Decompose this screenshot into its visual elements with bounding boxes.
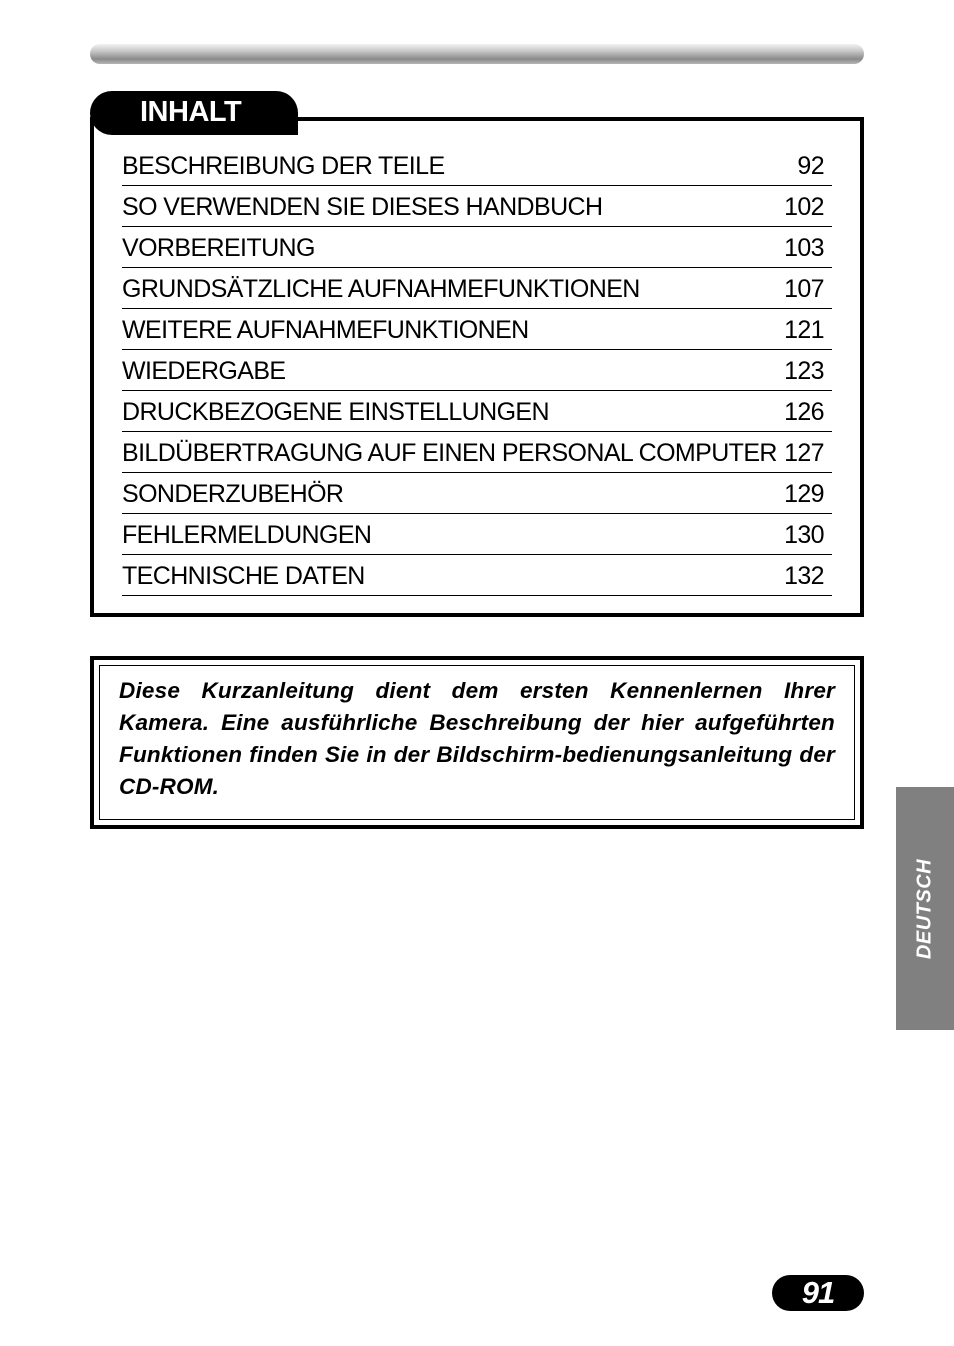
note-text: Diese Kurzanleitung dient dem ersten Kennenlernen Ihrer Kamera. Eine ausführliche Beschreibung der hier aufgeführten Funktionen finden Sie in der Bildschirm-bedienungsanleitung der CD-ROM. xyxy=(119,678,835,799)
toc-entry-page: 132 xyxy=(784,562,824,590)
toc-entry[interactable] xyxy=(122,391,832,432)
toc-entry[interactable] xyxy=(122,186,832,227)
toc-entry[interactable] xyxy=(122,473,832,514)
language-tab xyxy=(896,787,954,1030)
toc-entry-page: 130 xyxy=(784,521,824,549)
toc-entry[interactable] xyxy=(122,514,832,555)
toc-entry-label: SO VERWENDEN SIE DIESES HANDBUCH xyxy=(122,193,603,221)
toc-entry-page: 102 xyxy=(784,193,824,221)
toc-entry-label: SONDERZUBEHÖR xyxy=(122,480,344,508)
toc-entry-label: VORBEREITUNG xyxy=(122,234,315,262)
toc-entry-label: TECHNISCHE DATEN xyxy=(122,562,365,590)
toc-entry-page: 123 xyxy=(784,357,824,385)
toc-entry[interactable] xyxy=(122,350,832,391)
language-label: DEUTSCH xyxy=(913,858,936,959)
toc-entry-page: 126 xyxy=(784,398,824,426)
toc-list xyxy=(122,145,832,596)
toc-entry-label: BESCHREIBUNG DER TEILE xyxy=(122,152,445,180)
toc-title: INHALT xyxy=(140,96,242,128)
toc-entry-page: 107 xyxy=(784,275,824,303)
page-number: 91 xyxy=(801,1275,835,1310)
toc-entry-label: DRUCKBEZOGENE EINSTELLUNGEN xyxy=(122,398,549,426)
toc-entry-page: 121 xyxy=(784,316,824,344)
toc-entry-label: BILDÜBERTRAGUNG AUF EINEN PERSONAL COMPUTER xyxy=(122,439,777,467)
toc-entry-page: 129 xyxy=(784,480,824,508)
toc-heading-tab xyxy=(90,91,298,135)
toc-entry-label: WIEDERGABE xyxy=(122,357,286,385)
header-bar xyxy=(90,44,864,64)
toc-entry[interactable] xyxy=(122,145,832,186)
toc-entry-label: WEITERE AUFNAHMEFUNKTIONEN xyxy=(122,316,529,344)
toc-entry[interactable] xyxy=(122,268,832,309)
toc-entry-page: 92 xyxy=(797,152,824,180)
toc-entry[interactable] xyxy=(122,555,832,596)
toc-entry[interactable] xyxy=(122,432,832,473)
toc-entry-page: 103 xyxy=(784,234,824,262)
toc-entry-label: FEHLERMELDUNGEN xyxy=(122,521,372,549)
toc-entry-page: 127 xyxy=(784,439,824,467)
toc-entry[interactable] xyxy=(122,227,832,268)
toc-entry[interactable] xyxy=(122,309,832,350)
toc-entry-label: GRUNDSÄTZLICHE AUFNAHMEFUNKTIONEN xyxy=(122,275,640,303)
page-number-badge xyxy=(772,1275,864,1311)
